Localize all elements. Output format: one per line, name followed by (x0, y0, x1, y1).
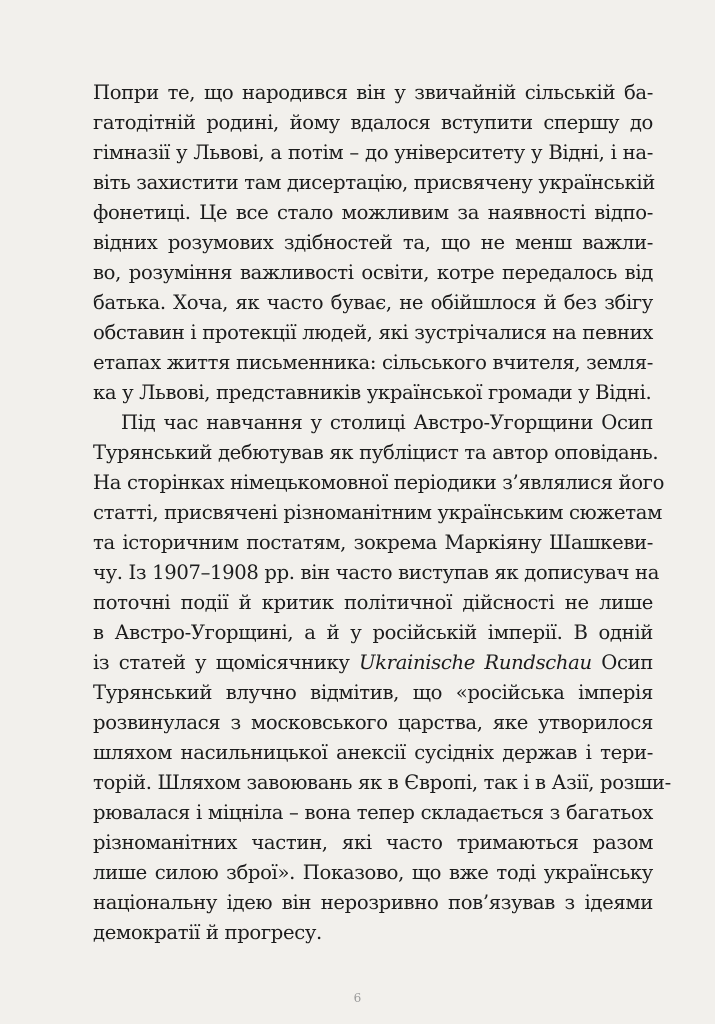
text-line: гатодітній родині, йому вдалося вступити спершу до (93, 111, 653, 134)
text-line: Під час навчання у столиці Австро-Угорщини Осип (121, 411, 653, 434)
text-line: різноманітних частин, які часто тримаються разом (93, 831, 653, 854)
text-line: рювалася і міцніла – вона тепер складається з багатьох (93, 801, 653, 824)
body-text (93, 78, 671, 948)
text-line: лише силою зброї». Показово, що вже тоді українську (93, 861, 653, 884)
text-line: чу. Із 1907–1908 рр. він часто виступав як дописувач на (93, 561, 660, 584)
text-line: етапах життя письменника: сільського вчителя, земля- (93, 351, 653, 374)
text-line: та історичним постатям, зокрема Маркіяну Шашкеви- (93, 531, 653, 554)
text-line: обставин і протекції людей, які зустрічалися на певних (93, 321, 653, 344)
page-number: 6 (353, 991, 362, 1005)
text-line: демократії й прогресу. (93, 921, 322, 944)
text-line: національну ідею він нерозривно пов’язував з ідеями (93, 891, 653, 914)
text-line: фонетиці. Це все стало можливим за наявності відпо- (93, 201, 653, 224)
text-line: поточні події й критик політичної дійсності не лише (93, 591, 653, 614)
paragraph (93, 78, 656, 408)
text-line: в Австро-Угорщині, а й у російській імперії. В одній (93, 621, 653, 644)
text-line: Турянський влучно відмітив, що «російська імперія (93, 681, 653, 704)
text-line: батька. Хоча, як часто буває, не обійшлося й без збігу (93, 291, 653, 314)
text-line: статті, присвячені різноманітним українським сюжетам (93, 501, 663, 524)
text-line: Попри те, що народився він у звичайній сільській ба- (93, 81, 653, 104)
text-line: розвинулася з московського царства, яке утворилося (93, 711, 653, 734)
text-line: гімназії у Львові, а потім – до університету у Відні, і на- (93, 141, 653, 164)
text-line: торій. Шляхом завоювань як в Європі, так і в Азії, розши- (93, 771, 671, 794)
italic-title: Ukrainische Rundschau (359, 651, 592, 674)
text-line: Турянський дебютував як публіцист та автор оповідань. (93, 441, 659, 464)
text-line: ка у Львові, представників української громади у Відні. (93, 381, 652, 404)
paragraph (93, 408, 671, 948)
page-body (93, 78, 671, 948)
text-line: шляхом насильницької анексії сусідніх держав і тери- (93, 741, 653, 764)
text-line: із статей у щомісячнику Ukrainische Rundschau Осип (93, 651, 653, 674)
text-line: во, розуміння важливості освіти, котре передалось від (93, 261, 653, 284)
text-line: відних розумових здібностей та, що не менш важли- (93, 231, 653, 254)
text-line: На сторінках німецькомовної періодики з’являлися його (93, 471, 665, 494)
text-line: віть захистити там дисертацію, присвячену українській (93, 171, 656, 194)
